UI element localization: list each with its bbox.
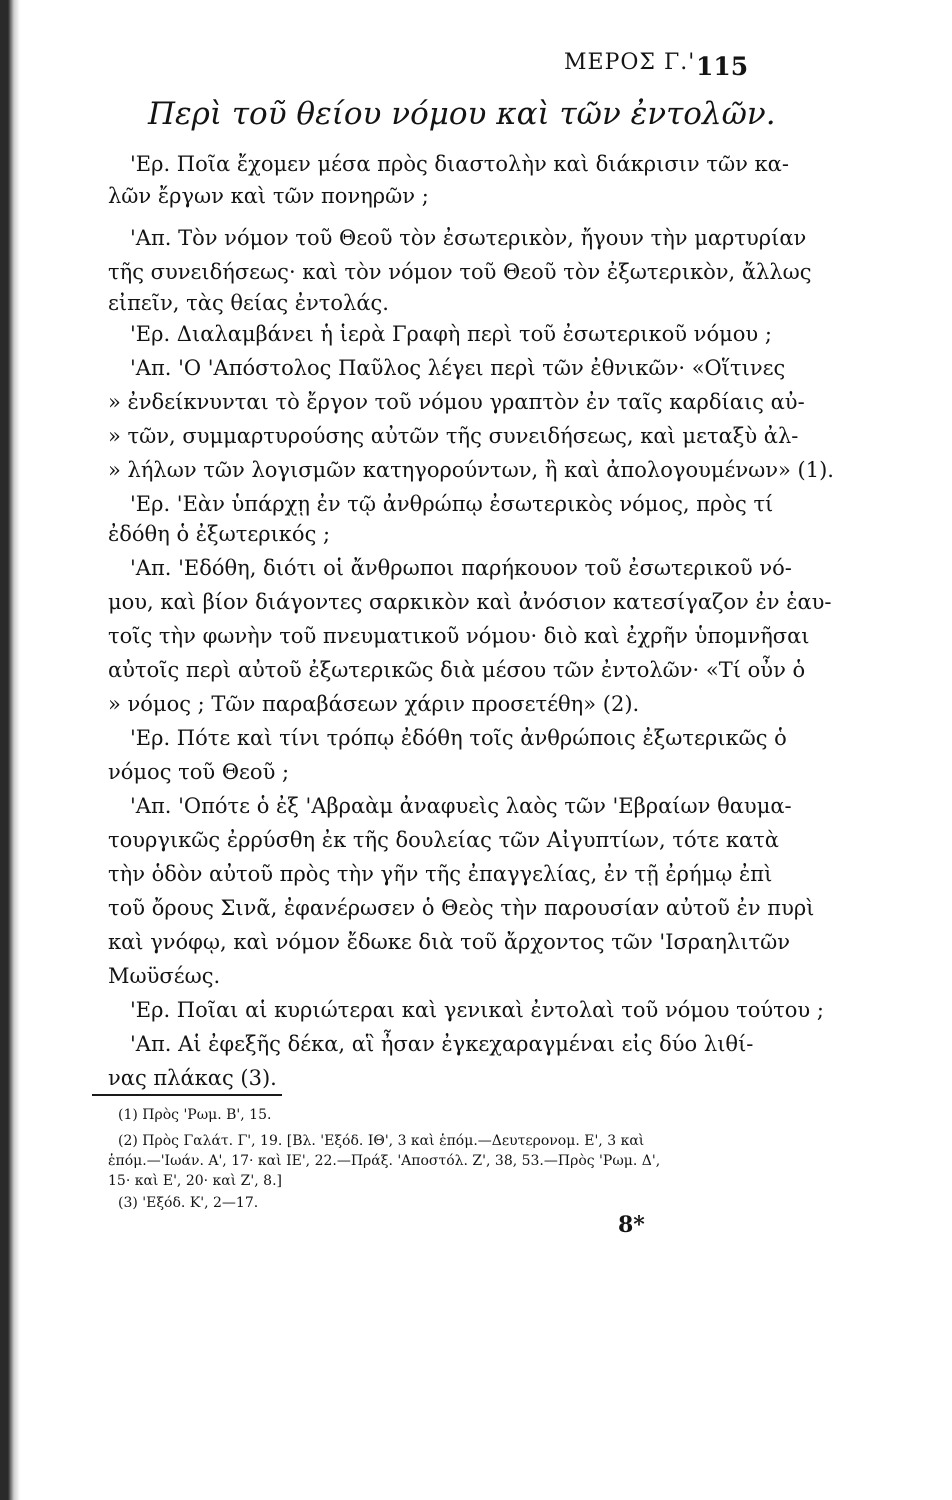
text-line: 'Απ. Αἱ ἐφεξῆς δέκα, αἳ ἦσαν ἐγκεχαραγμέναι εἰς δύο λιθί- [130,1032,754,1056]
chapter-title: Περὶ τοῦ θείου νόμου καὶ τῶν ἐντολῶν. [148,96,776,132]
text-line: ἐδόθη ὁ ἐξωτερικός ; [108,522,331,546]
footnote: (2) Πρὸς Γαλάτ. Γ', 19. [Βλ. 'Εξόδ. ΙΘ', 3 καὶ ἑπόμ.—Δευτερονομ. Ε', 3 καὶ [118,1133,645,1149]
text-line: τὴν ὁδὸν αὐτοῦ πρὸς τὴν γῆν τῆς ἐπαγγελίας, ἐν τῇ ἐρήμῳ ἐπὶ [108,862,773,886]
page-number: 115 [696,52,749,81]
text-line: τοῦ ὄρους Σινᾶ, ἐφανέρωσεν ὁ Θεὸς τὴν παρουσίαν αὐτοῦ ἐν πυρὶ [108,896,815,920]
text-line: λῶν ἔργων καὶ τῶν πονηρῶν ; [108,184,429,208]
running-head: ΜΕΡΟΣ Γ.' [564,50,696,75]
footnote-rule [92,1094,282,1096]
text-line: τουργικῶς ἐρρύσθη ἐκ τῆς δουλείας τῶν Αἰγυπτίων, τότε κατὰ [108,828,779,852]
text-line: » ἐνδείκνυνται τὸ ἔργον τοῦ νόμου γραπτὸν ἐν ταῖς καρδίαις αὐ- [108,390,805,414]
text-line: 'Ερ. Πότε καὶ τίνι τρόπῳ ἐδόθη τοῖς ἀνθρώποις ἐξωτερικῶς ὁ [130,726,787,750]
text-line: τοῖς τὴν φωνὴν τοῦ πνευματικοῦ νόμου· διὸ καὶ ἐχρῆν ὑπομνῆσαι [108,624,810,648]
text-line: νας πλάκας (3). [108,1066,277,1090]
signature-mark: 8* [618,1212,645,1238]
footnote-continuation: 15· καὶ Ε', 20· καὶ Ζ', 8.] [108,1173,282,1189]
text-line: 'Ερ. 'Εὰν ὑπάρχῃ ἐν τῷ ἀνθρώπῳ ἐσωτερικὸς νόμος, πρὸς τί [130,492,774,516]
text-line: νόμος τοῦ Θεοῦ ; [108,760,290,784]
text-line: αὐτοῖς περὶ αὐτοῦ ἐξωτερικῶς διὰ μέσου τῶν ἐντολῶν· «Τί οὖν ὁ [108,658,806,682]
text-line: 'Απ. 'Οπότε ὁ ἐξ 'Αβραὰμ ἀναφυεὶς λαὸς τῶν 'Εβραίων θαυμα- [130,794,792,818]
text-line: μου, καὶ βίον διάγοντες σαρκικὸν καὶ ἀνόσιον κατεσίγαζον ἐν ἑαυ- [108,590,832,614]
text-line: 'Ερ. Διαλαμβάνει ἡ ἱερὰ Γραφὴ περὶ τοῦ ἐσωτερικοῦ νόμου ; [130,322,772,346]
binding-edge [0,0,20,1500]
text-line: » νόμος ; Τῶν παραβάσεων χάριν προσετέθη» (2). [108,692,640,716]
text-line: 'Ερ. Ποῖα ἔχομεν μέσα πρὸς διαστολὴν καὶ διάκρισιν τῶν κα- [130,152,789,176]
footnote-continuation: ἑπόμ.—'Ιωάν. Α', 17· καὶ ΙΕ', 22.—Πράξ. 'Αποστόλ. Ζ', 38, 53.—Πρὸς 'Ρωμ. Δ', [108,1153,661,1169]
text-line: εἰπεῖν, τὰς θείας ἐντολάς. [108,291,389,315]
text-line: τῆς συνειδήσεως· καὶ τὸν νόμον τοῦ Θεοῦ τὸν ἐξωτερικὸν, ἄλλως [108,260,812,284]
text-line: 'Απ. Τὸν νόμον τοῦ Θεοῦ τὸν ἐσωτερικὸν, ἤγουν τὴν μαρτυρίαν [130,226,807,250]
text-line: 'Ερ. Ποῖαι αἱ κυριώτεραι καὶ γενικαὶ ἐντολαὶ τοῦ νόμου τούτου ; [130,998,824,1022]
footnote: (1) Πρὸς 'Ρωμ. Β', 15. [118,1107,272,1123]
text-line: » λήλων τῶν λογισμῶν κατηγορούντων, ἢ καὶ ἀπολογουμένων» (1). [108,458,834,482]
text-line: 'Απ. 'Εδόθη, διότι οἱ ἄνθρωποι παρήκουον τοῦ ἐσωτερικοῦ νό- [130,556,792,580]
text-line: 'Απ. 'Ο 'Απόστολος Παῦλος λέγει περὶ τῶν ἐθνικῶν· «Οἵτινες [130,356,786,380]
text-line: Μωϋσέως. [108,964,221,988]
text-line: καὶ γνόφῳ, καὶ νόμον ἔδωκε διὰ τοῦ ἄρχοντος τῶν 'Ισραηλιτῶν [108,930,790,954]
text-line: » τῶν, συμμαρτυρούσης αὐτῶν τῆς συνειδήσεως, καὶ μεταξὺ ἀλ- [108,424,799,448]
footnote: (3) 'Εξόδ. Κ', 2—17. [118,1195,259,1211]
